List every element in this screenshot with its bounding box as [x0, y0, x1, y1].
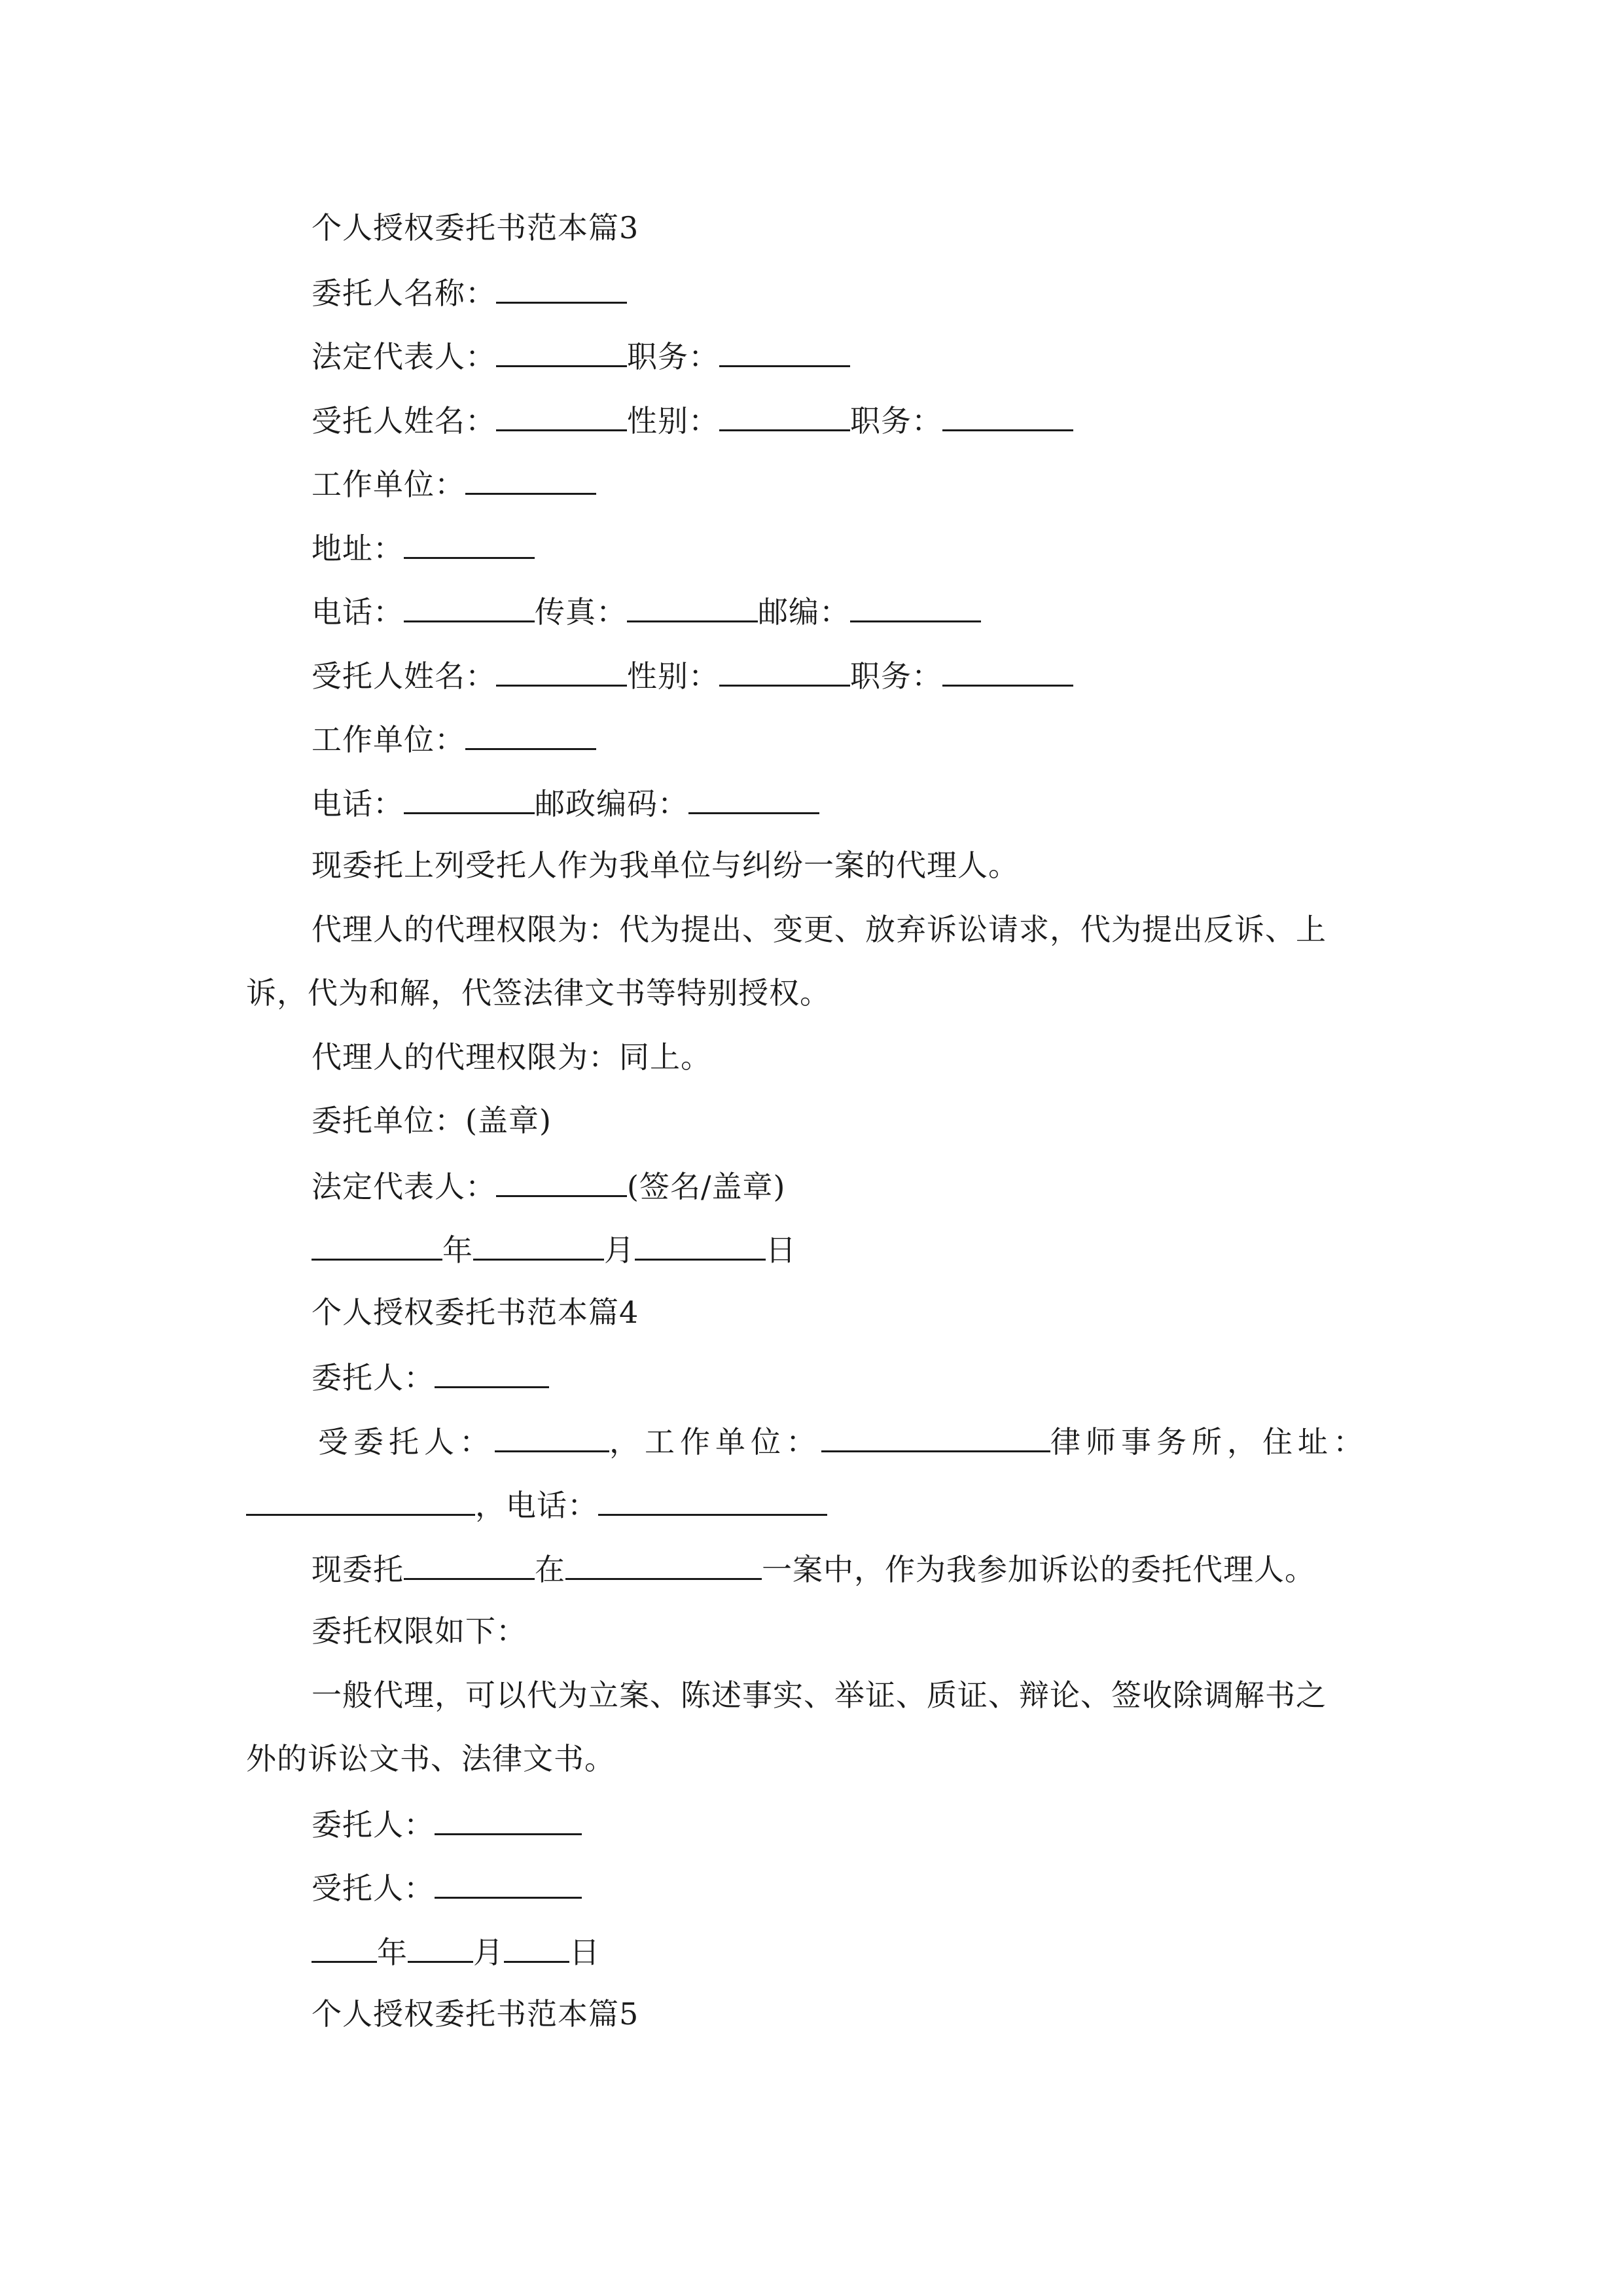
work-unit-line-2: 工作单位：: [312, 718, 596, 759]
s4-agent-line-1: 受委托人： ，工作单位： 律师事务所，住址：: [318, 1420, 1368, 1462]
blank-field: [404, 782, 535, 814]
s4-agent-sign-line: 受托人：: [312, 1867, 582, 1908]
blank-field: [312, 1229, 442, 1261]
s4-entrust-line: 现委托 在 一案中，作为我参加诉讼的委托代理人。: [312, 1548, 1315, 1589]
blank-field: [435, 1867, 582, 1899]
blank-field: [496, 655, 627, 687]
blank-field: [850, 590, 981, 622]
s4-client-line: 委托人：: [312, 1356, 549, 1397]
blank-field: [496, 335, 627, 367]
blank-field: [465, 463, 596, 495]
blank-field: [496, 399, 627, 431]
section-5-title: 个人授权委托书范本篇5: [312, 1996, 639, 2032]
blank-field: [404, 1548, 535, 1580]
legal-rep-line: 法定代表人： 职务：: [312, 335, 850, 376]
s4-scope-label: 委托权限如下：: [312, 1613, 527, 1649]
s4-scope-line-1: 一般代理，可以代为立案、陈述事实、举证、质证、辩论、签收除调解书之: [312, 1677, 1327, 1713]
blank-field: [504, 1931, 569, 1963]
blank-field: [719, 335, 850, 367]
blank-field: [465, 718, 596, 750]
blank-field: [435, 1803, 582, 1835]
blank-field: [942, 655, 1073, 687]
section-3-title: 个人授权委托书范本篇3: [312, 210, 639, 245]
blank-field: [719, 655, 850, 687]
phone-fax-line: 电话： 传真： 邮编：: [312, 590, 981, 632]
blank-field: [627, 590, 758, 622]
agent-name-line: 受托人姓名： 性别： 职务：: [312, 399, 1073, 440]
blank-field: [942, 399, 1073, 431]
s4-scope-line-2: 外的诉讼文书、法律文书。: [246, 1741, 615, 1776]
blank-field: [312, 1931, 377, 1963]
client-name-line: 委托人名称：: [312, 272, 627, 313]
blank-field: [435, 1356, 549, 1388]
blank-field: [404, 590, 535, 622]
s4-client-sign-line: 委托人：: [312, 1803, 582, 1844]
authority-paragraph-line-1: 代理人的代理权限为：代为提出、变更、放弃诉讼请求，代为提出反诉、上: [312, 912, 1327, 947]
blank-field: [408, 1931, 473, 1963]
authority-same-line: 代理人的代理权限为：同上。: [312, 1039, 711, 1075]
blank-field: [496, 272, 627, 304]
legal-rep-sign-line: 法定代表人： (签名/盖章): [312, 1165, 785, 1206]
blank-field: [565, 1548, 762, 1580]
address-line: 地址：: [312, 527, 535, 568]
blank-field: [246, 1484, 475, 1516]
entrust-unit-seal-line: 委托单位：(盖章): [312, 1103, 552, 1138]
blank-field: [821, 1420, 1050, 1452]
blank-field: [473, 1229, 604, 1261]
date-line-s3: 年 月 日: [312, 1229, 796, 1270]
authority-paragraph-line-2: 诉，代为和解，代签法律文书等特别授权。: [246, 975, 830, 1011]
blank-field: [719, 399, 850, 431]
blank-field: [495, 1420, 609, 1452]
agent-name-line-2: 受托人姓名： 性别： 职务：: [312, 655, 1073, 696]
blank-field: [496, 1165, 627, 1197]
blank-field: [404, 527, 535, 559]
entrust-statement: 现委托上列受托人作为我单位与纠纷一案的代理人。: [312, 848, 1019, 883]
blank-field: [688, 782, 819, 814]
blank-field: [598, 1484, 827, 1516]
work-unit-line: 工作单位：: [312, 463, 596, 504]
date-line-s4: 年 月 日: [312, 1931, 600, 1972]
blank-field: [635, 1229, 766, 1261]
s4-agent-line-2: ，电话：: [246, 1484, 827, 1525]
section-4-title: 个人授权委托书范本篇4: [312, 1295, 639, 1330]
phone-postal-line: 电话： 邮政编码：: [312, 782, 819, 823]
